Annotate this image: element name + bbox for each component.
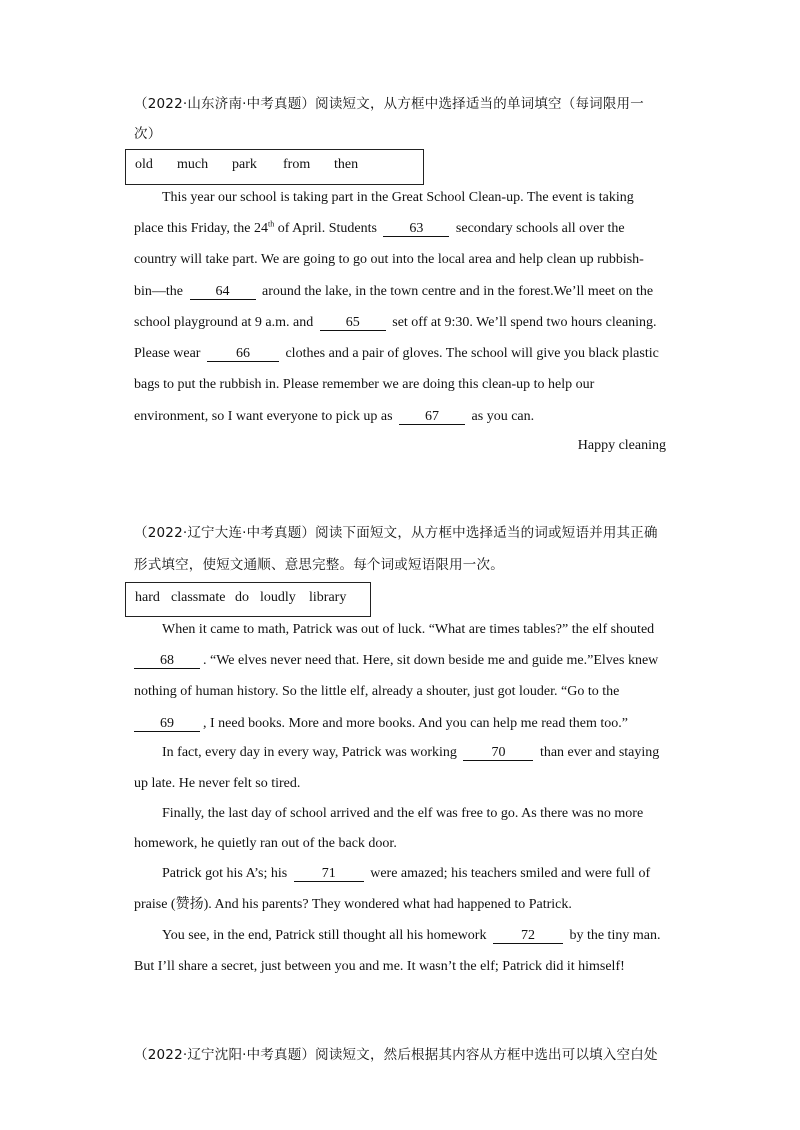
paragraph-line: bin—the 64 around the lake, in the town centre and in the forest.We’ll meet on the bbox=[134, 284, 654, 299]
paragraph-line: 69 , I need books. More and more books. And you can help me read them too.” bbox=[134, 715, 628, 733]
blank-67[interactable]: 67 bbox=[399, 409, 465, 425]
paragraph-line: nothing of human history. So the little elf, already a shouter, just got louder. “Go to the bbox=[134, 684, 620, 699]
paragraph-line: Patrick got his A’s; his 71 were amazed; his teachers smiled and were full of bbox=[162, 866, 651, 881]
paragraph-line: In fact, every day in every way, Patrick was working 70 than ever and staying bbox=[162, 745, 660, 760]
word-option: much bbox=[177, 157, 209, 172]
word-option: classmate bbox=[171, 590, 226, 605]
paragraph-line: place this Friday, the 24th of April. Students 63 secondary schools all over the bbox=[134, 219, 625, 236]
section2-instruction-cont: 形式填空，使短文通顺、意思完整。每个词或短语限用一次。 bbox=[134, 557, 504, 573]
word-option: old bbox=[135, 157, 153, 172]
section1-instruction: （2022·山东济南·中考真题）阅读短文，从方框中选择适当的单词填空（每词限用一 bbox=[134, 96, 644, 112]
section3-instruction: （2022·辽宁沈阳·中考真题）阅读短文，然后根据其内容从方框中选出可以填入空白处 bbox=[134, 1047, 658, 1063]
paragraph-line: You see, in the end, Patrick still thought all his homework 72 by the tiny man. bbox=[162, 928, 661, 943]
blank-70[interactable]: 70 bbox=[463, 745, 533, 761]
blank-69[interactable]: 69 bbox=[134, 716, 200, 732]
signoff: Happy cleaning bbox=[577, 438, 666, 453]
paragraph-line: 68 . “We elves never need that. Here, sit down beside me and guide me.”Elves knew bbox=[134, 652, 658, 670]
word-box-2 bbox=[125, 582, 371, 617]
word-option: hard bbox=[135, 590, 160, 605]
section2-instruction: （2022·辽宁大连·中考真题）阅读下面短文，从方框中选择适当的词或短语并用其正确 bbox=[134, 525, 658, 541]
word-option: from bbox=[283, 157, 311, 172]
word-box-1 bbox=[125, 149, 424, 185]
paragraph-line: praise (赞扬). And his parents? They wondered what had happened to Patrick. bbox=[134, 897, 572, 912]
paragraph-line: When it came to math, Patrick was out of luck. “What are times tables?” the elf shouted bbox=[162, 622, 655, 637]
paragraph-line: homework, he quietly ran out of the back door. bbox=[134, 836, 397, 851]
word-option: library bbox=[309, 590, 347, 605]
paragraph-line: country will take part. We are going to go out into the local area and help clean up rubbish- bbox=[134, 252, 644, 267]
word-option: do bbox=[235, 590, 249, 605]
word-option: then bbox=[334, 157, 359, 172]
blank-72[interactable]: 72 bbox=[493, 928, 563, 944]
blank-65[interactable]: 65 bbox=[320, 315, 386, 331]
paragraph-line: Please wear 66 clothes and a pair of gloves. The school will give you black plastic bbox=[134, 346, 659, 361]
blank-68[interactable]: 68 bbox=[134, 653, 200, 669]
blank-66[interactable]: 66 bbox=[207, 346, 279, 362]
blank-63[interactable]: 63 bbox=[383, 221, 449, 237]
paragraph-line: Finally, the last day of school arrived and the elf was free to go. As there was no more bbox=[162, 806, 644, 821]
word-option: loudly bbox=[260, 590, 296, 605]
section1-instruction-cont: 次） bbox=[134, 126, 162, 142]
word-option: park bbox=[232, 157, 257, 172]
paragraph-line: But I’ll share a secret, just between you and me. It wasn’t the elf; Patrick did it himself! bbox=[134, 959, 625, 974]
paragraph-line: school playground at 9 a.m. and 65 set off at 9:30. We’ll spend two hours cleaning. bbox=[134, 315, 657, 330]
blank-71[interactable]: 71 bbox=[294, 866, 364, 882]
blank-64[interactable]: 64 bbox=[190, 284, 256, 300]
paragraph-line: This year our school is taking part in the Great School Clean-up. The event is taking bbox=[162, 190, 634, 205]
paragraph-line: bags to put the rubbish in. Please remember we are doing this clean-up to help our bbox=[134, 377, 595, 392]
paragraph-line: environment, so I want everyone to pick up as 67 as you can. bbox=[134, 409, 535, 424]
paragraph-line: up late. He never felt so tired. bbox=[134, 776, 301, 791]
